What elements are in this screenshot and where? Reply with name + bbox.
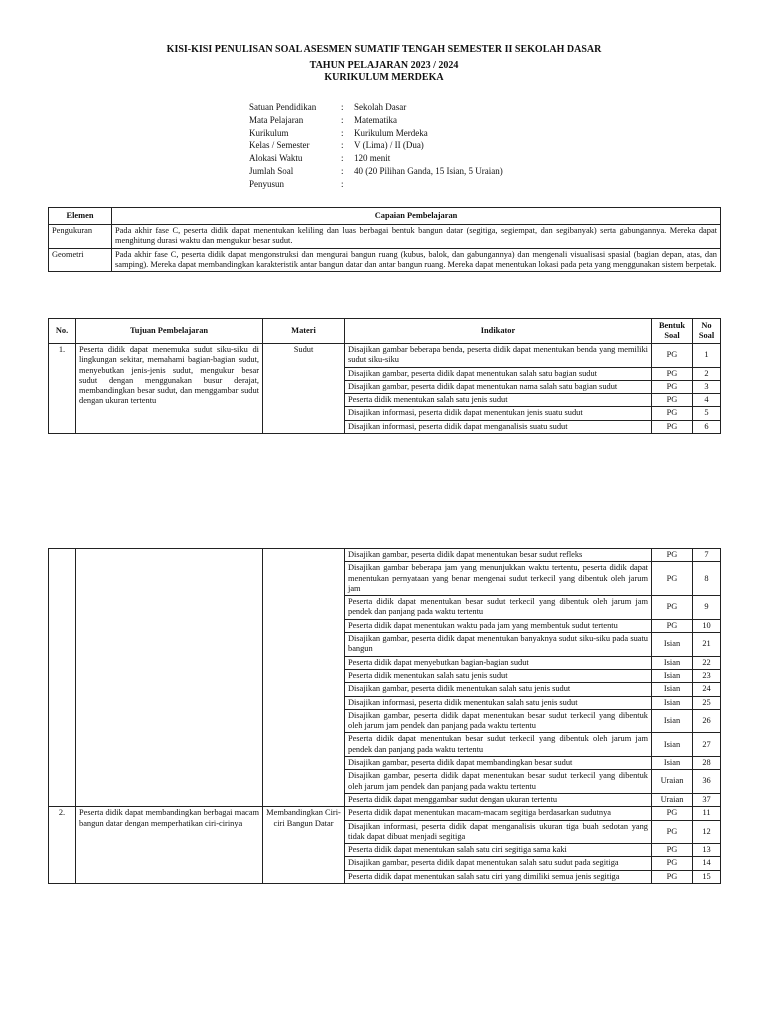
no-soal-cell: 25 xyxy=(693,696,721,709)
materi-cell: Sudut xyxy=(263,344,345,434)
identity-row xyxy=(249,178,503,191)
header-tujuan: Tujuan Pembelajaran xyxy=(76,319,263,344)
indikator-cell: Disajikan gambar, peserta didik dapat menentukan besar sudut terkecil yang dibentuk oleh jarum jam pendek dan panjang pada waktu tertentu xyxy=(345,770,652,794)
identity-colon: : xyxy=(341,127,344,138)
identity-value: Matematika xyxy=(354,114,397,125)
bentuk-soal-cell: PG xyxy=(652,344,693,368)
materi-cell-continued xyxy=(263,549,345,807)
bentuk-soal-cell: PG xyxy=(652,596,693,620)
no-soal-cell: 8 xyxy=(693,562,721,596)
no-soal-cell: 10 xyxy=(693,619,721,632)
table-row xyxy=(49,344,721,368)
tujuan-cell-continued xyxy=(76,549,263,807)
bentuk-soal-cell: PG xyxy=(652,420,693,433)
indikator-cell: Disajikan gambar beberapa benda, peserta didik dapat menentukan benda yang memiliki sudut siku-siku xyxy=(345,344,652,368)
header-bentuk-soal: Bentuk Soal xyxy=(652,319,693,344)
identity-label: Mata Pelajaran xyxy=(249,114,304,125)
identity-value: 120 menit xyxy=(354,153,391,164)
indikator-cell: Peserta didik dapat menentukan waktu pada jam yang membentuk sudut tertentu xyxy=(345,619,652,632)
indikator-cell: Disajikan gambar, peserta didik dapat menentukan salah satu bagian sudut xyxy=(345,367,652,380)
table-row xyxy=(49,248,721,272)
bentuk-soal-cell: PG xyxy=(652,844,693,857)
indikator-cell: Disajikan gambar beberapa jam yang menunjukkan waktu tertentu, peserta didik dapat menentukan pernyataan yang benar mengenai sudut terkecil yang dibentuk oleh jarum jam xyxy=(345,562,652,596)
no-soal-cell: 15 xyxy=(693,870,721,883)
identity-value: Kurikulum Merdeka xyxy=(354,127,428,138)
no-soal-cell: 9 xyxy=(693,596,721,620)
no-soal-cell: 26 xyxy=(693,709,721,733)
indikator-cell: Disajikan gambar, peserta didik dapat menentukan besar sudut refleks xyxy=(345,549,652,562)
no-soal-cell: 37 xyxy=(693,793,721,806)
indikator-cell: Disajikan gambar, peserta didik dapat menentukan salah satu sudut pada segitiga xyxy=(345,857,652,870)
table-row xyxy=(49,807,721,820)
no-soal-cell: 3 xyxy=(693,380,721,393)
header-elemen: Elemen xyxy=(49,208,112,225)
identity-colon: : xyxy=(341,165,344,176)
no-soal-cell: 27 xyxy=(693,733,721,757)
bentuk-soal-cell: Uraian xyxy=(652,793,693,806)
identity-row xyxy=(249,114,503,127)
tp-number-cell-continued xyxy=(49,549,76,807)
indikator-cell: Peserta didik dapat menyebutkan bagian-bagian sudut xyxy=(345,656,652,669)
identity-colon: : xyxy=(341,178,344,189)
indikator-cell: Disajikan informasi, peserta didik dapat menganalisis suatu sudut xyxy=(345,420,652,433)
document-title: KISI-KISI PENULISAN SOAL ASESMEN SUMATIF TENGAH SEMESTER II SEKOLAH DASAR xyxy=(166,44,602,55)
indikator-cell: Peserta didik menentukan salah satu jenis sudut xyxy=(345,669,652,682)
bentuk-soal-cell: PG xyxy=(652,807,693,820)
identity-colon: : xyxy=(341,114,344,125)
indikator-cell: Disajikan gambar, peserta didik menentukan salah satu jenis sudut xyxy=(345,683,652,696)
identity-label: Kelas / Semester xyxy=(249,140,310,151)
identity-label: Penyusun xyxy=(249,178,285,189)
kisi-kisi-table-page2 xyxy=(48,548,721,884)
no-soal-cell: 1 xyxy=(693,344,721,368)
no-soal-cell: 6 xyxy=(693,420,721,433)
bentuk-soal-cell: Isian xyxy=(652,683,693,696)
indikator-cell: Disajikan gambar, peserta didik dapat menentukan banyaknya sudut siku-siku pada suatu bangun xyxy=(345,633,652,657)
indikator-cell: Disajikan informasi, peserta didik dapat menentukan jenis suatu sudut xyxy=(345,407,652,420)
elemen-cell: Geometri xyxy=(49,248,112,272)
indikator-cell: Peserta didik dapat menentukan besar sudut terkecil yang dibentuk oleh jarum jam pendek dan panjang pada waktu tertentu xyxy=(345,596,652,620)
indikator-cell: Disajikan gambar, peserta didik dapat menentukan besar sudut terkecil yang dibentuk oleh jarum jam pendek dan panjang pada waktu tertentu xyxy=(345,709,652,733)
document-title-block xyxy=(0,44,768,85)
indikator-cell: Disajikan gambar, peserta didik dapat membandingkan besar sudut xyxy=(345,757,652,770)
curriculum-title: KURIKULUM MERDEKA xyxy=(324,72,444,83)
bentuk-soal-cell: PG xyxy=(652,820,693,844)
bentuk-soal-cell: Uraian xyxy=(652,770,693,794)
no-soal-cell: 36 xyxy=(693,770,721,794)
identity-value: V (Lima) / II (Dua) xyxy=(354,140,424,151)
no-soal-cell: 23 xyxy=(693,669,721,682)
indikator-cell: Disajikan informasi, peserta didik menentukan salah satu jenis sudut xyxy=(345,696,652,709)
bentuk-soal-cell: Isian xyxy=(652,696,693,709)
tujuan-cell: Peserta didik dapat menemuka sudut siku-siku di lingkungan sekitar, memahami bagian-bagian sudut, menyebutkan jenis-jenis sudut, mengukur besar sudut dengan menggunakan busur derajat, membandingkan besar sudut, dan menggambar sudut dengan ukuran tertentu xyxy=(76,344,263,434)
academic-year: TAHUN PELAJARAN 2023 / 2024 xyxy=(309,59,459,71)
bentuk-soal-cell: PG xyxy=(652,619,693,632)
no-soal-cell: 2 xyxy=(693,367,721,380)
identity-colon: : xyxy=(341,140,344,151)
bentuk-soal-cell: PG xyxy=(652,380,693,393)
no-soal-cell: 22 xyxy=(693,656,721,669)
indikator-cell: Peserta didik dapat menentukan macam-macam segitiga berdasarkan sudutnya xyxy=(345,807,652,820)
indikator-cell: Peserta didik dapat menentukan besar sudut terkecil yang dibentuk oleh jarum jam pendek dan panjang pada waktu tertentu xyxy=(345,733,652,757)
identity-row xyxy=(249,152,503,165)
indikator-cell: Disajikan gambar, peserta didik dapat menentukan nama salah satu bagian sudut xyxy=(345,380,652,393)
identity-colon: : xyxy=(341,153,344,164)
identity-label: Satuan Pendidikan xyxy=(249,102,317,112)
no-soal-cell: 28 xyxy=(693,757,721,770)
capaian-pembelajaran-table xyxy=(48,207,721,272)
bentuk-soal-cell: PG xyxy=(652,562,693,596)
no-soal-cell: 4 xyxy=(693,394,721,407)
bentuk-soal-cell: PG xyxy=(652,857,693,870)
header-no-soal: No Soal xyxy=(693,319,721,344)
materi-cell: Membandingkan Ciri-ciri Bangun Datar xyxy=(263,807,345,884)
bentuk-soal-cell: Isian xyxy=(652,709,693,733)
bentuk-soal-cell: PG xyxy=(652,367,693,380)
indikator-cell: Peserta didik dapat menggambar sudut dengan ukuran tertentu xyxy=(345,793,652,806)
identity-value: 40 (20 Pilihan Ganda, 15 Isian, 5 Uraian) xyxy=(354,165,503,176)
identity-label: Jumlah Soal xyxy=(249,165,294,176)
header-capaian: Capaian Pembelajaran xyxy=(112,208,721,225)
no-soal-cell: 7 xyxy=(693,549,721,562)
capaian-cell: Pada akhir fase C, peserta didik dapat mengonstruksi dan mengurai bangun ruang (kubus, balok, dan gabungannya) dan mengenali visualisasi spasial (bagian depan, atas, dan samping). Mereka dapat membandingkan karakteristik antar bangun datar dan antar bangun ruang. Mereka dapat menentukan lokasi pada peta yang menggunakan sistem berpetak. xyxy=(112,248,721,272)
identity-colon: : xyxy=(341,102,344,112)
bentuk-soal-cell: Isian xyxy=(652,757,693,770)
no-soal-cell: 21 xyxy=(693,633,721,657)
identity-value: Sekolah Dasar xyxy=(354,102,407,112)
elemen-cell: Pengukuran xyxy=(49,225,112,249)
capaian-cell: Pada akhir fase C, peserta didik dapat menentukan keliling dan luas berbagai bentuk bangun datar (segitiga, segiempat, dan segibanyak) serta gabungannya. Mereka dapat menghitung durasi waktu dan mengukur besar sudut. xyxy=(112,225,721,249)
bentuk-soal-cell: PG xyxy=(652,870,693,883)
identity-label: Alokasi Waktu xyxy=(249,153,303,164)
tp-number-cell: 1. xyxy=(49,344,76,434)
header-no: No. xyxy=(49,319,76,344)
bentuk-soal-cell: PG xyxy=(652,549,693,562)
identity-row xyxy=(249,165,503,178)
kisi-kisi-table-page1 xyxy=(48,318,721,434)
bentuk-soal-cell: PG xyxy=(652,394,693,407)
no-soal-cell: 24 xyxy=(693,683,721,696)
bentuk-soal-cell: Isian xyxy=(652,733,693,757)
table-row xyxy=(49,225,721,249)
no-soal-cell: 5 xyxy=(693,407,721,420)
identity-row xyxy=(249,127,503,140)
no-soal-cell: 12 xyxy=(693,820,721,844)
identity-row xyxy=(249,139,503,152)
indikator-cell: Peserta didik menentukan salah satu jenis sudut xyxy=(345,394,652,407)
identity-label: Kurikulum xyxy=(249,127,289,138)
bentuk-soal-cell: Isian xyxy=(652,656,693,669)
indikator-cell: Disajikan informasi, peserta didik dapat menganalisis ukuran tiga buah sedotan yang tidak dapat dibuat menjadi segitiga xyxy=(345,820,652,844)
no-soal-cell: 11 xyxy=(693,807,721,820)
tp-number-cell: 2. xyxy=(49,807,76,884)
indikator-cell: Peserta didik dapat menentukan salah satu ciri segitiga sama kaki xyxy=(345,844,652,857)
bentuk-soal-cell: Isian xyxy=(652,669,693,682)
identity-block xyxy=(249,101,503,191)
identity-row xyxy=(249,101,503,114)
tujuan-cell: Peserta didik dapat membandingkan berbagai macam bangun datar dengan memperhatikan ciri-cirinya xyxy=(76,807,263,884)
table-row xyxy=(49,549,721,562)
header-materi: Materi xyxy=(263,319,345,344)
indikator-cell: Peserta didik dapat menentukan salah satu ciri yang dimiliki semua jenis segitiga xyxy=(345,870,652,883)
bentuk-soal-cell: Isian xyxy=(652,633,693,657)
header-indikator: Indikator xyxy=(345,319,652,344)
no-soal-cell: 13 xyxy=(693,844,721,857)
bentuk-soal-cell: PG xyxy=(652,407,693,420)
no-soal-cell: 14 xyxy=(693,857,721,870)
